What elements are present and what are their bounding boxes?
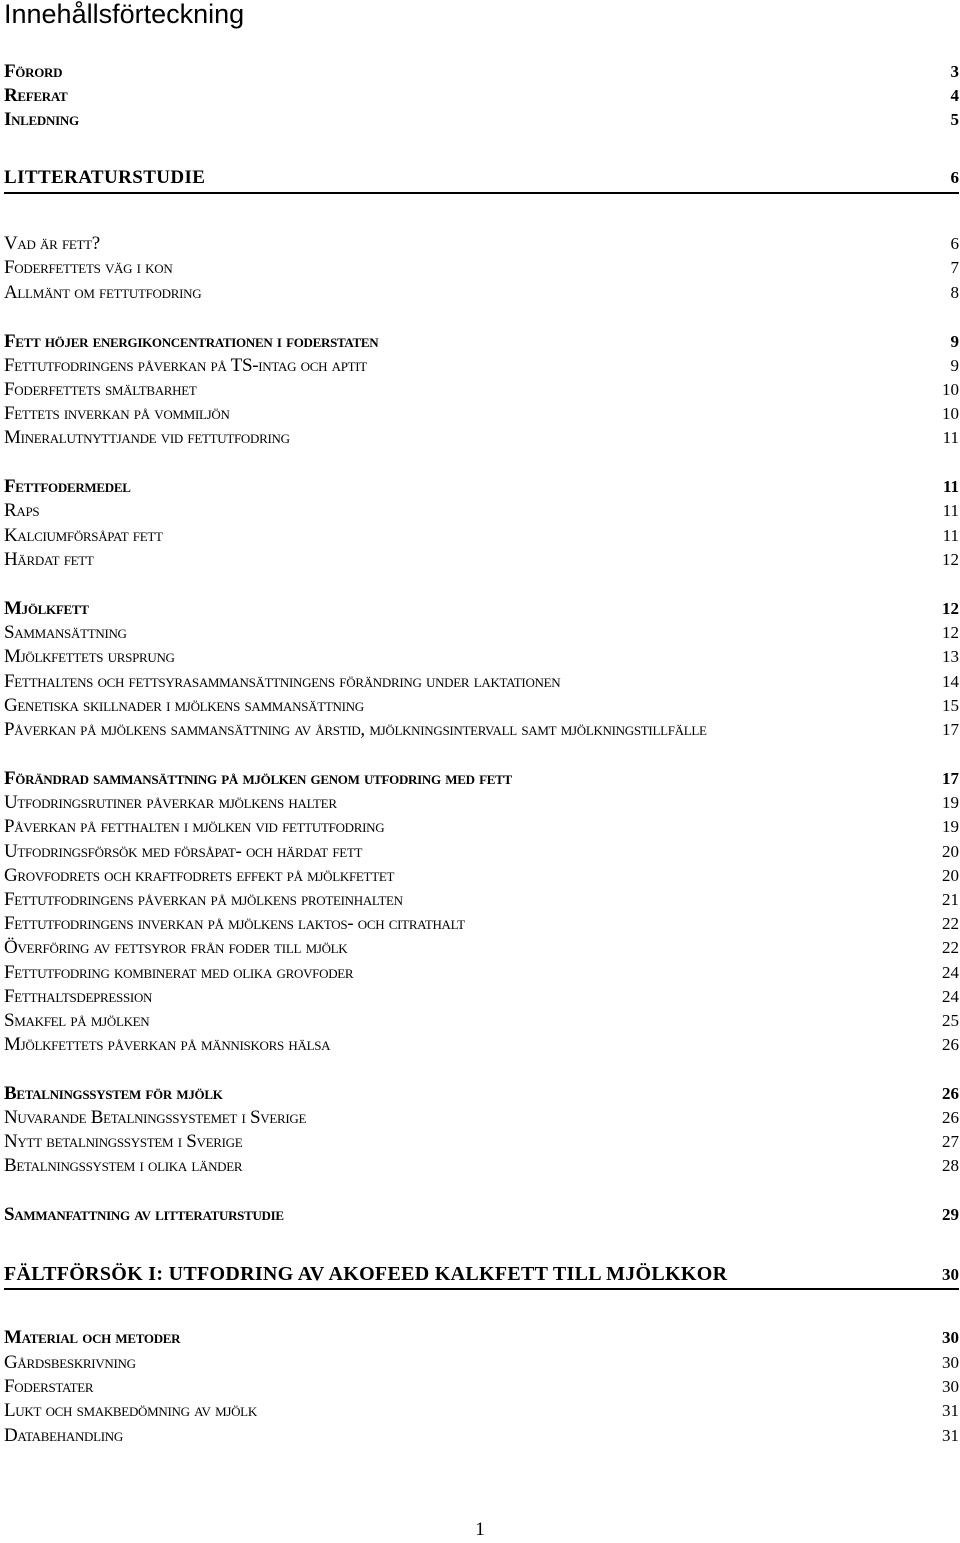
toc-entry-title: Inledning <box>4 109 79 130</box>
toc-entry-page: 26 <box>942 1108 959 1127</box>
toc-entry-title: Fettutfodring kombinerat med olika grovfoder <box>4 962 354 983</box>
toc-entry-page: 22 <box>942 938 959 957</box>
toc-entry[interactable] <box>4 60 959 84</box>
toc-entry-page: 14 <box>942 672 959 691</box>
toc-entry[interactable] <box>4 1009 959 1033</box>
toc-entry-title: Kalciumförsåpat fett <box>4 525 163 546</box>
toc-entry-page: 11 <box>942 477 959 496</box>
toc-entry[interactable] <box>4 499 959 523</box>
toc-entry-page: 24 <box>942 987 959 1006</box>
toc-entry-page: 12 <box>942 599 959 618</box>
toc-entry-page: 30 <box>942 1377 959 1396</box>
toc-entry-title: Referat <box>4 85 68 106</box>
toc-entry[interactable] <box>4 791 959 815</box>
toc-entry-title: Foderstater <box>4 1376 94 1397</box>
toc-entry-title: Sammanfattning av litteraturstudie <box>4 1204 284 1225</box>
toc-entry-title: Mjölkfettets ursprung <box>4 646 175 667</box>
toc-entry-title: Raps <box>4 500 40 521</box>
toc-entry-page: 10 <box>942 404 959 423</box>
toc-entry-page: 31 <box>942 1426 959 1445</box>
toc-entry[interactable] <box>4 548 959 572</box>
toc-entry-title: Gårdsbeskrivning <box>4 1352 136 1373</box>
toc-entry-page: 22 <box>942 914 959 933</box>
toc-entry-title: Fett höjer energikoncentrationen i foderstaten <box>4 331 379 352</box>
toc-entry-page: 24 <box>942 963 959 982</box>
toc-entry[interactable] <box>4 840 959 864</box>
toc-entry-page: 6 <box>950 234 959 253</box>
toc-entry[interactable] <box>4 1399 959 1423</box>
toc-entry[interactable] <box>4 694 959 718</box>
toc-entry[interactable] <box>4 84 959 108</box>
toc-entry-title: LITTERATURSTUDIE <box>4 167 206 188</box>
toc-entry-page: 6 <box>950 168 959 187</box>
toc-entry-title: Foderfettets smältbarhet <box>4 379 197 400</box>
toc-entry[interactable] <box>4 961 959 985</box>
toc-entry[interactable] <box>4 378 959 402</box>
toc-entry-page: 10 <box>942 380 959 399</box>
toc-entry[interactable] <box>4 1351 959 1375</box>
toc-entry-page: 28 <box>942 1156 959 1175</box>
toc-entry-page: 27 <box>942 1132 959 1151</box>
toc-entry-title: Material och metoder <box>4 1327 181 1348</box>
toc-entry[interactable] <box>4 597 959 621</box>
toc-entry[interactable] <box>4 1203 959 1227</box>
toc-entry-page: 11 <box>942 526 959 545</box>
toc-entry-page: 26 <box>942 1084 959 1103</box>
toc-entry-page: 12 <box>942 550 959 569</box>
toc-entry-page: 15 <box>942 696 959 715</box>
toc-entry[interactable] <box>4 108 959 132</box>
toc-entry[interactable] <box>4 475 959 499</box>
toc-entry[interactable] <box>4 164 959 194</box>
toc-entry-page: 5 <box>950 110 959 129</box>
toc-entry[interactable] <box>4 1033 959 1057</box>
toc-entry-page: 9 <box>950 332 959 351</box>
toc-entry-page: 17 <box>942 720 959 739</box>
toc-entry-page: 4 <box>950 86 959 105</box>
toc-entry-title: Nuvarande Betalningssystemet i Sverige <box>4 1107 307 1128</box>
toc-entry[interactable] <box>4 1130 959 1154</box>
toc-entry[interactable] <box>4 1082 959 1106</box>
toc-entry-page: 20 <box>942 866 959 885</box>
toc-entry-title: Påverkan på fetthalten i mjölken vid fettutfodring <box>4 816 385 837</box>
toc-entry-page: 26 <box>942 1035 959 1054</box>
toc-entry[interactable] <box>4 815 959 839</box>
toc-entry[interactable] <box>4 524 959 548</box>
toc-entry[interactable] <box>4 256 959 280</box>
toc-entry-title: Mjölkfett <box>4 598 89 619</box>
page-title: Innehållsförteckning <box>4 0 245 29</box>
toc-entry-title: Allmänt om fettutfodring <box>4 282 202 303</box>
toc-entry[interactable] <box>4 888 959 912</box>
toc-entry-title: Utfodringsrutiner påverkar mjölkens halter <box>4 792 337 813</box>
toc-entry[interactable] <box>4 1375 959 1399</box>
toc-entry[interactable] <box>4 645 959 669</box>
toc-entry-title: Foderfettets väg i kon <box>4 257 173 278</box>
page-number: 1 <box>475 1519 485 1540</box>
toc-entry-title: Fettutfodringens inverkan på mjölkens laktos- och citrathalt <box>4 913 465 934</box>
toc-entry-page: 9 <box>950 356 959 375</box>
toc-entry-page: 19 <box>942 817 959 836</box>
toc-entry-title: Härdat fett <box>4 549 94 570</box>
toc-entry[interactable] <box>4 232 959 256</box>
toc-entry[interactable] <box>4 1260 959 1290</box>
toc-entry[interactable] <box>4 985 959 1009</box>
toc-entry-title: Överföring av fettsyror från foder till mjölk <box>4 937 348 958</box>
toc-entry[interactable] <box>4 1154 959 1178</box>
toc-entry-page: 7 <box>950 258 959 277</box>
toc-entry-title: Nytt betalningssystem i Sverige <box>4 1131 243 1152</box>
toc-entry-page: 25 <box>942 1011 959 1030</box>
toc-entry-title: Fettets inverkan på vommiljön <box>4 403 230 424</box>
toc-entry-title: Mineralutnyttjande vid fettutfodring <box>4 427 290 448</box>
toc-entry-title: Fettutfodringens påverkan på mjölkens proteinhalten <box>4 889 403 910</box>
toc-entry-page: 21 <box>942 890 959 909</box>
toc-entry[interactable] <box>4 621 959 645</box>
toc-entry[interactable] <box>4 402 959 426</box>
toc-entry-title: Fettfodermedel <box>4 476 131 497</box>
toc-entry-page: 11 <box>942 501 959 520</box>
toc-entry[interactable] <box>4 330 959 354</box>
toc-entry-page: 17 <box>942 769 959 788</box>
toc-entry-title: Utfodringsförsök med försåpat- och härdat fett <box>4 841 363 862</box>
toc-entry[interactable] <box>4 1424 959 1448</box>
toc-entry-page: 8 <box>950 283 959 302</box>
toc-entry[interactable] <box>4 864 959 888</box>
toc-entry-title: Smakfel på mjölken <box>4 1010 150 1031</box>
toc-entry[interactable] <box>4 1106 959 1130</box>
toc-entry[interactable] <box>4 767 959 791</box>
toc-entry-page: 30 <box>942 1265 959 1284</box>
toc-entry-title: Fettutfodringens påverkan på TS-intag och aptit <box>4 355 367 376</box>
toc-entry[interactable] <box>4 1326 959 1350</box>
toc-entry-page: 11 <box>942 428 959 447</box>
toc-entry-title: Förändrad sammansättning på mjölken genom utfodring med fett <box>4 768 512 789</box>
toc-entry[interactable] <box>4 936 959 960</box>
toc-entry-title: Fetthaltens och fettsyrasammansättningens förändring under laktationen <box>4 671 561 692</box>
toc-entry-page: 20 <box>942 842 959 861</box>
toc-entry-title: Betalningssystem för mjölk <box>4 1083 223 1104</box>
toc-entry[interactable] <box>4 354 959 378</box>
toc-entry[interactable] <box>4 281 959 305</box>
toc-entry-title: Genetiska skillnader i mjölkens sammansättning <box>4 695 364 716</box>
toc-entry-page: 29 <box>942 1205 959 1224</box>
toc-entry-title: Lukt och smakbedömning av mjölk <box>4 1400 257 1421</box>
toc-entry-title: Påverkan på mjölkens sammansättning av årstid, mjölkningsintervall samt mjölkningstillfälle <box>4 719 707 740</box>
toc-entry-title: Betalningssystem i olika länder <box>4 1155 243 1176</box>
toc-entry[interactable] <box>4 912 959 936</box>
toc-entry-page: 30 <box>942 1328 959 1347</box>
toc-entry[interactable] <box>4 718 959 742</box>
toc-entry-title: Grovfodrets och kraftfodrets effekt på mjölkfettet <box>4 865 395 886</box>
toc-entry-page: 31 <box>942 1401 959 1420</box>
toc-entry[interactable] <box>4 670 959 694</box>
toc-entry[interactable] <box>4 426 959 450</box>
toc-entry-title: Fetthaltsdepression <box>4 986 153 1007</box>
toc-entry-title: Sammansättning <box>4 622 127 643</box>
toc-entry-title: Mjölkfettets påverkan på människors hälsa <box>4 1034 331 1055</box>
toc-entry-title: FÄLTFÖRSÖK I: UTFODRING AV AKOFEED KALKFETT TILL MJÖLKKOR <box>4 1263 728 1285</box>
toc-entry-page: 12 <box>942 623 959 642</box>
toc-entry-title: Förord <box>4 61 63 82</box>
toc-entry-page: 30 <box>942 1353 959 1372</box>
toc-entry-page: 13 <box>942 647 959 666</box>
toc-entry-page: 3 <box>950 62 959 81</box>
toc-entry-title: Databehandling <box>4 1425 123 1446</box>
toc-entry-title: Vad är fett? <box>4 233 100 254</box>
toc-entry-page: 19 <box>942 793 959 812</box>
